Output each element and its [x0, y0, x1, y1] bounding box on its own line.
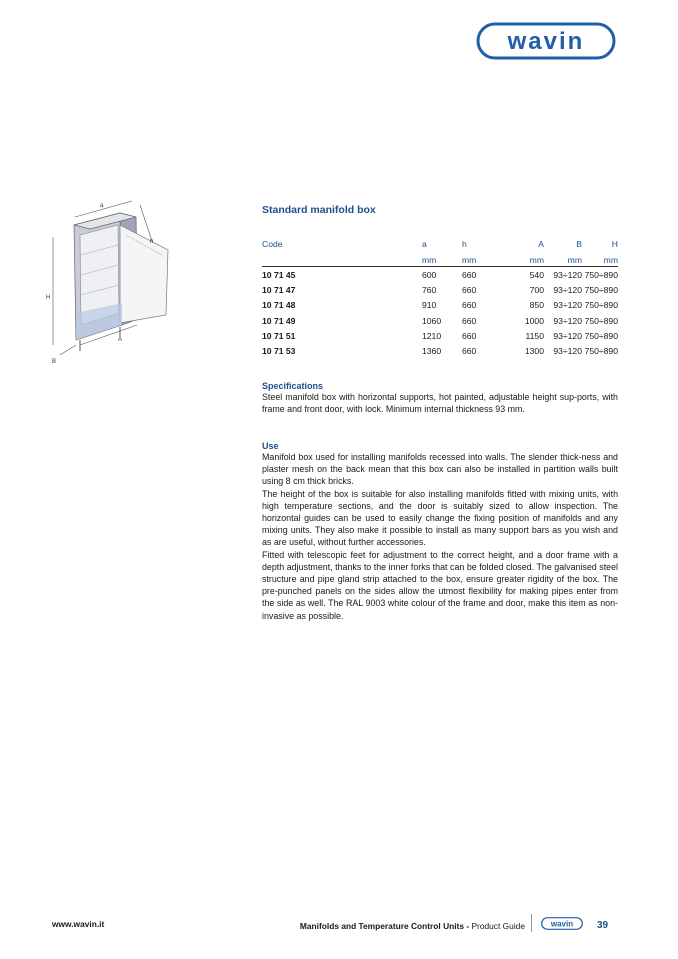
use-paragraph-2: The height of the box is suitable for also installing manifolds fitted with mixing units, with high temperature sections, and the door is suitably sized to allow inspection. The horizontal guides can be used to easily change the fixing position of manifolds and any mixing units. They also make it possible to install as many support bars as you wish and as are useful, without further accessories. [262, 488, 618, 548]
table-cell-h: 660 [462, 330, 477, 341]
table-row [262, 328, 618, 343]
product-table [262, 236, 618, 359]
table-cell-B: 93÷120 [553, 315, 582, 326]
table-cell-a: 1360 [422, 346, 442, 357]
table-row [262, 343, 618, 358]
unit-H: mm [582, 251, 618, 267]
table-cell-h: 660 [462, 269, 477, 280]
table-cell-B: 93÷120 [553, 346, 582, 357]
use-paragraph-1: Manifold box used for installing manifolds recessed into walls. The slender thick-ness and plaster mesh on the back mean that this box can also be installed in partition walls built using 8 cm thick bricks. [262, 452, 618, 487]
table-cell-code: 10 71 47 [262, 284, 296, 295]
table-cell-A: 1300 [524, 346, 544, 357]
footer-guide-bold: Manifolds and Temperature Control Units - [299, 921, 470, 931]
col-header-H: H [611, 238, 618, 249]
table-cell-H: 750÷890 [584, 330, 618, 341]
table-cell-A: 1150 [525, 330, 544, 341]
table-row [262, 267, 618, 283]
unit-a: mm [422, 251, 462, 267]
table-cell-a: 910 [422, 300, 437, 311]
table-cell-H: 750÷890 [584, 284, 618, 295]
use-paragraph-3: Fitted with telescopic feet for adjustment to the correct height, and a door frame with a depth adjustment, thanks to the inner forks that can be folded closed. The galvanised steel structure and pipe gland strip attached to the box, ensure greater rigidity of the box. The pre-punched panels on the sides allow the utmost flexibility for making pipes enter from the side as well. The RAL 9003 white colour of the frame and door, make this item as non-invasive as possible. [262, 549, 618, 621]
table-cell-a: 760 [422, 284, 437, 295]
col-header-code: Code [262, 238, 283, 249]
table-cell-H: 750÷890 [584, 346, 618, 357]
dim-label-h: h [150, 239, 154, 245]
table-cell-a: 1210 [422, 330, 442, 341]
table-cell-A: 1000 [524, 315, 544, 326]
table-cell-h: 660 [462, 284, 477, 295]
footer-url-link[interactable]: www.wavin.it [52, 919, 105, 929]
footer-guide-light: Product Guide [471, 921, 525, 931]
table-cell-a: 600 [422, 269, 437, 280]
footer-divider [531, 914, 532, 932]
table-cell-A: 700 [529, 284, 544, 295]
table-cell-B: 93÷120 [553, 269, 582, 280]
table-row [262, 298, 618, 313]
col-header-a: a [422, 238, 427, 249]
unit-B: mm [544, 251, 582, 267]
table-cell-H: 750÷890 [584, 300, 618, 311]
table-cell-code: 10 71 49 [262, 315, 296, 326]
table-cell-code: 10 71 51 [262, 330, 296, 341]
table-cell-H: 750÷890 [584, 269, 618, 280]
table-units-row [262, 251, 618, 267]
table-cell-h: 660 [462, 315, 477, 326]
dim-label-a: a [100, 203, 104, 209]
unit-A: mm [512, 251, 544, 267]
table-header-row [262, 236, 618, 251]
table-cell-code: 10 71 45 [262, 269, 296, 280]
use-section [262, 441, 618, 622]
dim-label-H: H [46, 295, 51, 301]
table-cell-A: 850 [529, 300, 544, 311]
col-header-h: h [462, 238, 467, 249]
specifications-heading: Specifications [262, 381, 324, 391]
table-cell-B: 93÷120 [553, 330, 582, 341]
use-heading: Use [262, 441, 279, 451]
dim-label-A: A [118, 337, 123, 343]
logo-text: wavin [507, 28, 585, 55]
specifications-text: Steel manifold box with horizontal supports, hot painted, adjustable height sup-ports, with frame and front door, with lock. Minimum internal thickness 93 mm. [262, 392, 618, 415]
footer-wavin-logo [541, 917, 583, 930]
dim-label-B: B [52, 359, 57, 365]
table-cell-a: 1060 [422, 315, 442, 326]
table-cell-code: 10 71 53 [262, 346, 296, 357]
page-number: 39 [597, 920, 609, 931]
table-cell-H: 750÷890 [584, 315, 618, 326]
footer-guide-title [300, 921, 525, 931]
footer-logo-text: wavin [550, 919, 574, 929]
table-cell-B: 93÷120 [553, 300, 582, 311]
col-header-A: A [538, 238, 544, 249]
table-cell-code: 10 71 48 [262, 300, 296, 311]
table-cell-B: 93÷120 [553, 284, 582, 295]
section-title: Standard manifold box [262, 204, 376, 216]
unit-code [262, 251, 422, 267]
col-header-B: B [576, 238, 582, 249]
manifold-box-illustration [40, 195, 180, 370]
table-row [262, 313, 618, 328]
table-row [262, 282, 618, 297]
table-cell-h: 660 [462, 300, 477, 311]
table-cell-A: 540 [529, 269, 544, 280]
table-cell-h: 660 [462, 346, 477, 357]
unit-h: mm [462, 251, 512, 267]
page-footer [0, 912, 678, 936]
specifications-section [262, 381, 618, 415]
wavin-logo [476, 22, 616, 60]
product-table-section [262, 204, 618, 359]
